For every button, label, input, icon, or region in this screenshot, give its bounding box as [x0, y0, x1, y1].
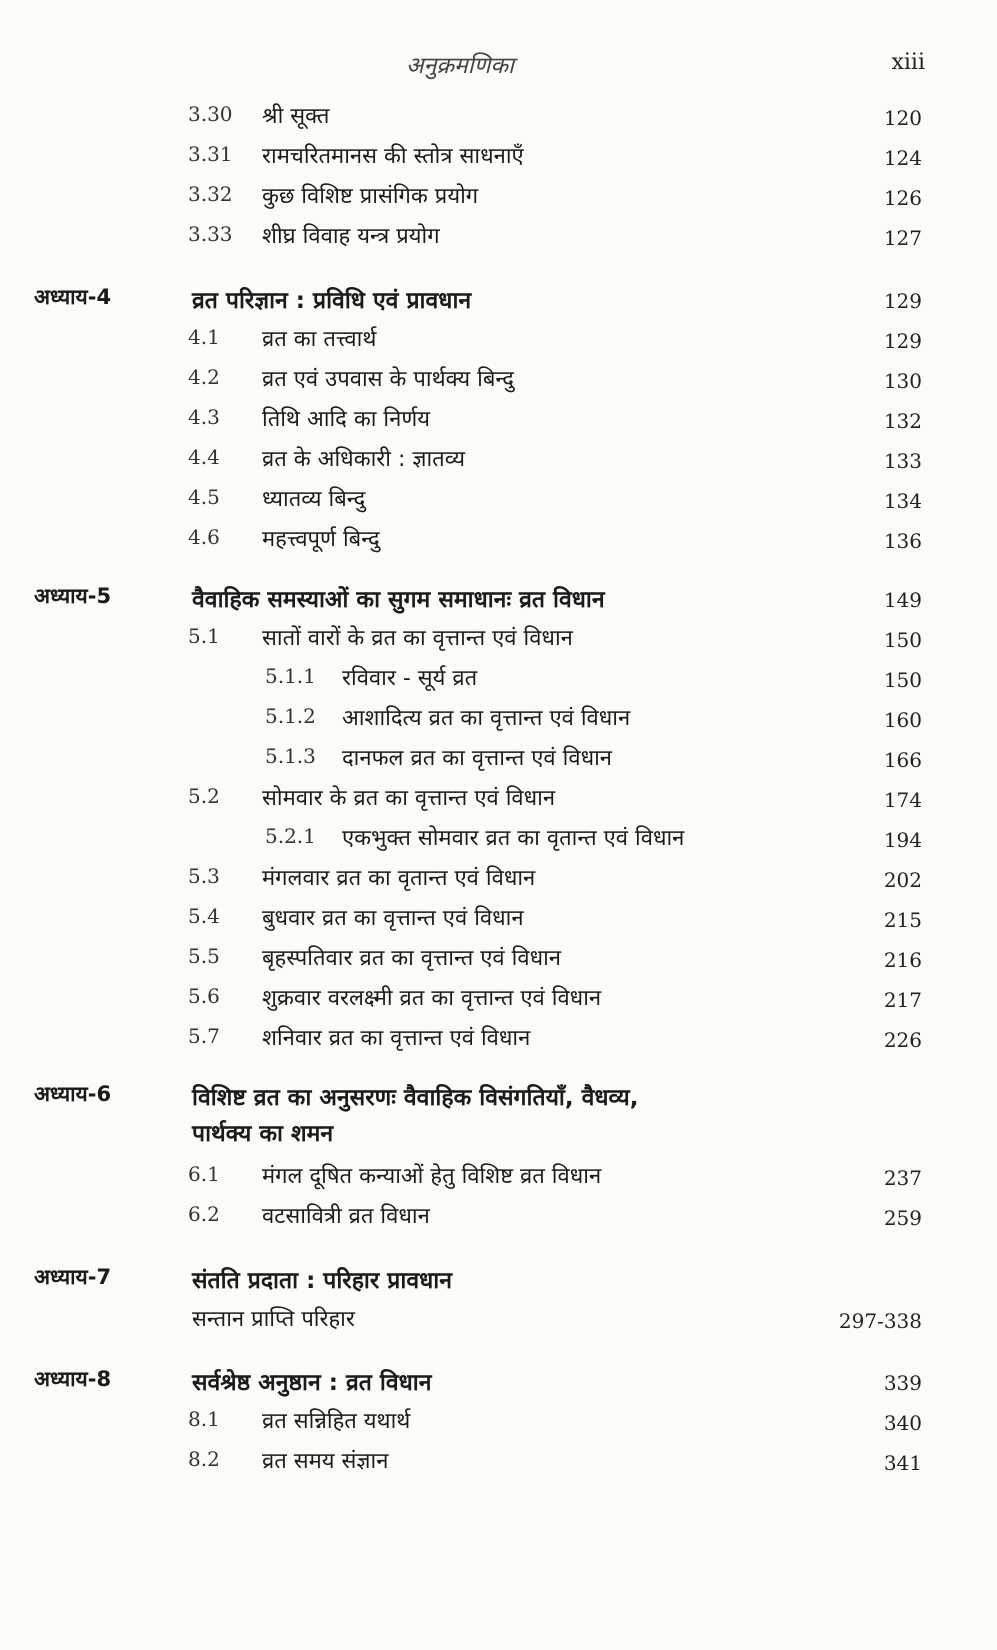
toc-entry [0, 100, 997, 140]
entry-page-number: 340 [883, 1411, 922, 1435]
toc-entry [0, 483, 997, 523]
entry-page-number: 166 [883, 748, 922, 772]
entry-page-number: 126 [883, 186, 922, 210]
entry-title: श्री सूक्त [262, 104, 330, 129]
entry-title: सोमवार के व्रत का वृत्तान्त एवं विधान [262, 786, 556, 811]
entry-number: 5.1 [188, 624, 220, 648]
toc-entry [0, 902, 997, 942]
entry-number: 5.2.1 [265, 824, 316, 848]
chapter-label: अध्याय-4 [34, 285, 112, 309]
entry-title: आशादित्य व्रत का वृत्तान्त एवं विधान [342, 706, 631, 731]
entry-page-number: 120 [883, 106, 922, 130]
entry-title: व्रत का तत्त्वार्थ [262, 327, 377, 352]
toc-entry [0, 180, 997, 220]
entry-page-number: 132 [883, 409, 922, 433]
entry-title: शनिवार व्रत का वृत्तान्त एवं विधान [262, 1026, 531, 1051]
entry-number: 6.2 [188, 1202, 220, 1226]
toc-entry [0, 323, 997, 363]
entry-number: 8.1 [188, 1407, 220, 1431]
chapter-title: व्रत परिज्ञान : प्रविधि एवं प्रावधान [192, 288, 472, 314]
entry-title: ध्यातव्य बिन्दु [262, 487, 366, 512]
toc-entry [0, 443, 997, 483]
chapter-label: अध्याय-5 [34, 584, 112, 608]
entry-number: 5.2 [188, 784, 220, 808]
entry-page-number: 174 [883, 788, 922, 812]
entry-number: 6.1 [188, 1162, 220, 1186]
entry-page-number: 226 [883, 1028, 922, 1052]
entry-number: 8.2 [188, 1447, 220, 1471]
entry-title: महत्त्वपूर्ण बिन्दु [262, 527, 380, 552]
entry-number: 3.30 [188, 102, 233, 126]
entry-number: 4.2 [188, 365, 220, 389]
entry-title: बृहस्पतिवार व्रत का वृत्तान्त एवं विधान [262, 946, 562, 971]
chapter-page-number: 339 [883, 1371, 922, 1395]
entry-title: दानफल व्रत का वृत्तान्त एवं विधान [342, 746, 613, 771]
entry-number: 5.4 [188, 904, 220, 928]
entry-page-number: 160 [883, 708, 922, 732]
entry-title: बुधवार व्रत का वृत्तान्त एवं विधान [262, 906, 524, 931]
entry-title: वटसावित्री व्रत विधान [262, 1204, 430, 1229]
chapter-title: वैवाहिक समस्याओं का सुगम समाधानः व्रत विधान [192, 587, 605, 613]
chapter-label: अध्याय-8 [34, 1367, 112, 1391]
toc-entry [0, 1200, 997, 1240]
toc-entry [0, 140, 997, 180]
chapter-title-continued: पार्थक्य का शमन [192, 1121, 334, 1147]
toc-entry [0, 1303, 997, 1343]
toc-entry [0, 702, 997, 742]
chapter-page-number: 129 [883, 289, 922, 313]
chapter-page-number: 149 [883, 588, 922, 612]
toc-entry [0, 523, 997, 563]
entry-title: रविवार - सूर्य व्रत [342, 666, 478, 691]
entry-page-number: 124 [883, 146, 922, 170]
toc-entry [0, 662, 997, 702]
entry-number: 5.3 [188, 864, 220, 888]
entry-page-number: 202 [883, 868, 922, 892]
entry-number: 5.6 [188, 984, 220, 1008]
entry-page-number: 215 [883, 908, 922, 932]
entry-title: व्रत सन्निहित यथार्थ [262, 1409, 411, 1434]
entry-page-number: 297-338 [838, 1309, 922, 1333]
toc-entry [0, 782, 997, 822]
entry-title: शीघ्र विवाह यन्त्र प्रयोग [262, 224, 440, 249]
entry-title: शुक्रवार वरलक्ष्मी व्रत का वृत्तान्त एवं विधान [262, 986, 602, 1011]
entry-page-number: 150 [883, 668, 922, 692]
chapter-heading [0, 1263, 997, 1303]
entry-number: 5.1.2 [265, 704, 316, 728]
entry-number: 4.6 [188, 525, 220, 549]
entry-number: 4.5 [188, 485, 220, 509]
toc-entry [0, 1405, 997, 1445]
entry-title: सातों वारों के व्रत का वृत्तान्त एवं विधान [262, 626, 573, 651]
entry-title: व्रत के अधिकारी : ज्ञातव्य [262, 447, 466, 472]
chapter-heading [0, 582, 997, 622]
entry-page-number: 194 [883, 828, 922, 852]
entry-title: एकभुक्त सोमवार व्रत का वृतान्त एवं विधान [342, 826, 685, 851]
chapter-label: अध्याय-6 [34, 1082, 112, 1106]
chapter-label: अध्याय-7 [34, 1265, 112, 1289]
entry-number: 5.1.3 [265, 744, 316, 768]
entry-page-number: 134 [883, 489, 922, 513]
entry-title: व्रत एवं उपवास के पार्थक्य बिन्दु [262, 367, 514, 392]
entry-number: 5.5 [188, 944, 220, 968]
running-header-title: अनुक्रमणिका [406, 53, 514, 79]
entry-page-number: 217 [883, 988, 922, 1012]
entry-title: मंगल दूषित कन्याओं हेतु विशिष्ट व्रत विधान [262, 1164, 602, 1189]
toc-entry [0, 1160, 997, 1200]
entry-number: 4.4 [188, 445, 220, 469]
entry-page-number: 133 [883, 449, 922, 473]
entry-page-number: 127 [883, 226, 922, 250]
toc-entry [0, 622, 997, 662]
entry-number: 4.1 [188, 325, 220, 349]
toc-entry [0, 220, 997, 260]
toc-entry [0, 403, 997, 443]
entry-page-number: 216 [883, 948, 922, 972]
entry-page-number: 237 [883, 1166, 922, 1190]
entry-title: मंगलवार व्रत का वृतान्त एवं विधान [262, 866, 536, 891]
toc-entry [0, 742, 997, 782]
entry-title: तिथि आदि का निर्णय [262, 407, 431, 432]
entry-title: व्रत समय संज्ञान [262, 1449, 389, 1474]
toc-entry [0, 862, 997, 902]
entry-page-number: 136 [883, 529, 922, 553]
entry-title: सन्तान प्राप्ति परिहार [192, 1307, 355, 1332]
running-header-page-number: xiii [891, 50, 925, 75]
entry-number: 3.31 [188, 142, 233, 166]
entry-page-number: 130 [883, 369, 922, 393]
toc-entry [0, 982, 997, 1022]
chapter-heading [0, 283, 997, 323]
entry-page-number: 150 [883, 628, 922, 652]
toc-entry [0, 1022, 997, 1062]
entry-page-number: 129 [883, 329, 922, 353]
entry-number: 3.32 [188, 182, 233, 206]
entry-number: 5.7 [188, 1024, 220, 1048]
chapter-title: सर्वश्रेष्ठ अनुष्ठान : व्रत विधान [192, 1370, 432, 1396]
toc-entry [0, 822, 997, 862]
toc-entry [0, 363, 997, 403]
entry-title: रामचरितमानस की स्तोत्र साधनाएँ [262, 144, 524, 169]
entry-page-number: 341 [883, 1451, 922, 1475]
toc-entry [0, 942, 997, 982]
toc-entry [0, 1445, 997, 1485]
entry-number: 3.33 [188, 222, 233, 246]
entry-number: 4.3 [188, 405, 220, 429]
chapter-heading [0, 1365, 997, 1405]
entry-page-number: 259 [883, 1206, 922, 1230]
chapter-title: संतति प्रदाता : परिहार प्रावधान [192, 1268, 452, 1294]
chapter-title: विशिष्ट व्रत का अनुसरणः वैवाहिक विसंगतियाँ, वैधव्य, [192, 1085, 639, 1111]
entry-number: 5.1.1 [265, 664, 316, 688]
entry-title: कुछ विशिष्ट प्रासंगिक प्रयोग [262, 184, 479, 209]
chapter-heading [0, 1080, 997, 1147]
